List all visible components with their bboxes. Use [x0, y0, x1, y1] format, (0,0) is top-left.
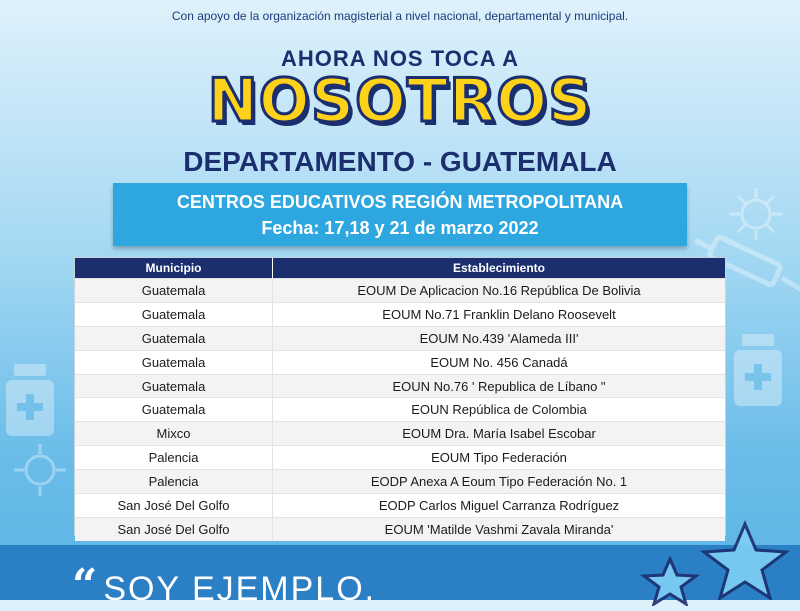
cell-establecimiento: EOUN República de Colombia: [273, 398, 726, 422]
table-row: [75, 279, 725, 303]
star-icon: [700, 520, 790, 600]
slogan-top: AHORA NOS TOCA A: [280, 46, 520, 71]
schools-table: [74, 257, 726, 536]
table-header-row: [75, 258, 725, 279]
table-row: [75, 517, 725, 540]
banner-date: Fecha: 17,18 y 21 de marzo 2022: [261, 218, 539, 238]
cell-establecimiento: EOUM No.439 'Alameda III': [273, 326, 726, 350]
footer-slogan: [72, 560, 376, 611]
quote-mark: “: [72, 560, 100, 611]
cell-municipio: Guatemala: [75, 374, 273, 398]
table-row: [75, 302, 725, 326]
cell-municipio: Guatemala: [75, 326, 273, 350]
table-row: [75, 350, 725, 374]
cell-municipio: Guatemala: [75, 398, 273, 422]
cell-establecimiento: EOUM 'Matilde Vashmi Zavala Miranda': [273, 517, 726, 540]
table-row: [75, 326, 725, 350]
cell-municipio: Mixco: [75, 422, 273, 446]
cell-municipio: Palencia: [75, 470, 273, 494]
table-row: [75, 398, 725, 422]
table-row: [75, 470, 725, 494]
cell-establecimiento: EOUN No.76 ' Republica de Líbano ": [273, 374, 726, 398]
virus-icon: [726, 184, 786, 244]
cell-establecimiento: EODP Carlos Miguel Carranza Rodríguez: [273, 494, 726, 518]
cell-establecimiento: EOUM Tipo Federación: [273, 446, 726, 470]
table-row: [75, 446, 725, 470]
cell-municipio: Guatemala: [75, 350, 273, 374]
table-row: [75, 374, 725, 398]
cell-establecimiento: EOUM No. 456 Canadá: [273, 350, 726, 374]
department-title: DEPARTAMENTO - GUATEMALA: [183, 146, 617, 177]
cell-establecimiento: EOUM No.71 Franklin Delano Roosevelt: [273, 302, 726, 326]
column-header-municipio: Municipio: [75, 258, 273, 279]
tagline: Con apoyo de la organización magisterial a nivel nacional, departamental y municipal.: [171, 9, 629, 23]
table-row: [75, 494, 725, 518]
virus-icon: [10, 440, 70, 500]
cell-establecimiento: EOUM De Aplicacion No.16 República De Bolivia: [273, 279, 726, 303]
footer-slogan-text: SOY EJEMPLO.: [103, 570, 377, 608]
medicine-bottle-icon: [728, 330, 788, 410]
cell-establecimiento: EODP Anexa A Eoum Tipo Federación No. 1: [273, 470, 726, 494]
cell-establecimiento: EOUM Dra. María Isabel Escobar: [273, 422, 726, 446]
cell-municipio: Guatemala: [75, 279, 273, 303]
cell-municipio: Palencia: [75, 446, 273, 470]
star-icon: [640, 556, 700, 606]
cell-municipio: Guatemala: [75, 302, 273, 326]
region-banner: [113, 183, 687, 246]
cell-municipio: San José Del Golfo: [75, 517, 273, 540]
banner-title: CENTROS EDUCATIVOS REGIÓN METROPOLITANA: [176, 192, 624, 212]
column-header-establecimiento: Establecimiento: [273, 258, 726, 279]
cell-municipio: San José Del Golfo: [75, 494, 273, 518]
slogan-main: NOSOTROS: [207, 66, 593, 136]
medicine-bottle-icon: [0, 360, 60, 440]
table-row: [75, 422, 725, 446]
